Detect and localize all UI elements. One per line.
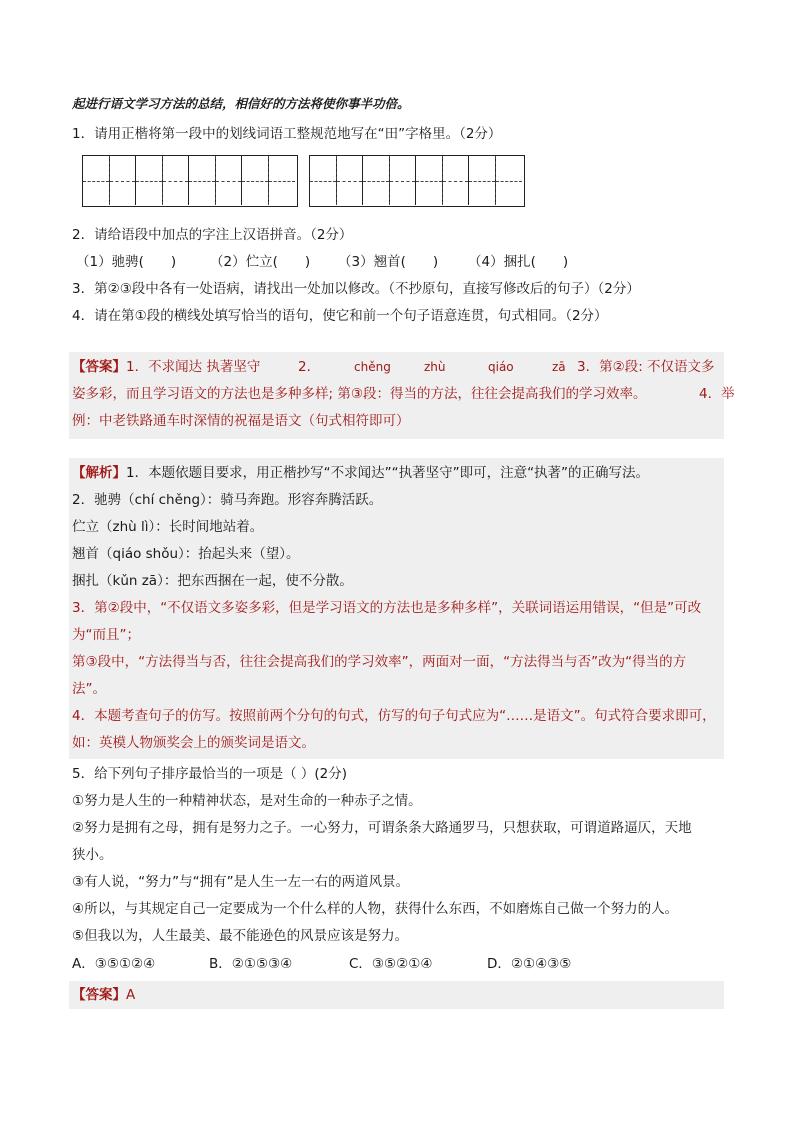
sentence-5: ⑤但我以为，人生最美、最不能逊色的风景应该是努力。 bbox=[72, 928, 409, 944]
q2-item-1: （1）驰骋( ) bbox=[76, 254, 177, 270]
pinyin-2: zhù bbox=[424, 360, 446, 374]
answer-1-line-1 bbox=[72, 357, 732, 377]
intro-text: 起进行语文学习方法的总结，相信好的方法将使你事半功倍。 bbox=[72, 96, 410, 111]
pinyin-4: zā bbox=[552, 360, 566, 374]
analysis-line-1-text: 1．本题依题目要求，用正楷抄写“不求闻达”“执著坚守”即可，注意“执著”的正确写法。 bbox=[126, 465, 650, 481]
answer-1-line-2 bbox=[72, 384, 735, 404]
tianzi-grid-1[interactable] bbox=[82, 155, 298, 207]
option-b[interactable]: B．②①⑤③④ bbox=[209, 956, 293, 972]
analysis-line-8: 第③段中，“方法得当与否，往往会提高我们的学习效率”，两面对一面，“方法得当与否”改为“得当的方 bbox=[72, 654, 687, 670]
answer-1-part-3: 3．第②段: 不仅语文多 bbox=[577, 359, 715, 375]
question-3: 3．第②③段中各有一处语病，请找出一处加以修改。（不抄原句，直接写修改后的句子）（2分） bbox=[72, 281, 640, 297]
analysis-line-4: 翘首（qiáo shǒu）：抬起头来（望）。 bbox=[72, 546, 300, 562]
question-4: 4．请在第①段的横线处填写恰当的语句，使它和前一个句子语意连贯，句式相同。（2分） bbox=[72, 308, 608, 324]
sentence-3: ③有人说，“努力”与“拥有”是人生一左一右的两道风景。 bbox=[72, 874, 410, 890]
answer-1-part-4: 4．举 bbox=[699, 386, 735, 402]
option-c[interactable]: C．③⑤②①④ bbox=[349, 956, 433, 972]
analysis-line-6: 3．第②段中，“不仅语文多姿多彩，但是学习语文的方法也是多种多样”，关联词语运用错误，“但是”可改 bbox=[72, 600, 702, 616]
analysis-line-3: 伫立（zhù lì）：长时间地站着。 bbox=[72, 519, 264, 535]
answer-1-part-1: 1．不求闻达 执著坚守 bbox=[126, 359, 261, 375]
answer-2-tag: 【答案】 bbox=[72, 987, 126, 1003]
analysis-tag: 【解析】 bbox=[72, 465, 126, 481]
answer-block-2 bbox=[69, 981, 724, 1009]
q2-item-4: （4）捆扎( ) bbox=[468, 254, 569, 270]
analysis-line-9: 法”。 bbox=[72, 681, 106, 697]
pinyin-1: chěng bbox=[354, 360, 391, 374]
answer-1-line-3: 例：中老铁路通车时深情的祝福是语文（句式相符即可） bbox=[72, 413, 410, 429]
analysis-line-1 bbox=[72, 463, 649, 483]
sentence-2b: 狭小。 bbox=[72, 847, 113, 863]
q2-item-2: （2）伫立( ) bbox=[210, 254, 311, 270]
question-5-stem: 5．给下列句子排序最恰当的一项是（ ）(2分) bbox=[72, 766, 348, 782]
answer-1-line-2-text: 姿多彩，而且学习语文的方法也是多种多样; 第③段：得当的方法，往往会提高我们的学习效率。 bbox=[72, 386, 647, 402]
answer-tag: 【答案】 bbox=[72, 359, 126, 375]
analysis-line-7: 为“而且”； bbox=[72, 627, 140, 643]
answer-1-part-2-label: 2． bbox=[298, 359, 321, 375]
sentence-4: ④所以，与其规定自己一定要成为一个什么样的人物，获得什么东西，不如磨炼自己做一个努力的人。 bbox=[72, 901, 679, 917]
pinyin-3: qiáo bbox=[488, 360, 514, 374]
option-d[interactable]: D．②①④③⑤ bbox=[487, 956, 572, 972]
answer-2-value: A bbox=[126, 987, 136, 1003]
sentence-2a: ②努力是拥有之母，拥有是努力之子。一心努力，可谓条条大路通罗马，只想获取，可谓道路逼仄，天地 bbox=[72, 820, 692, 836]
analysis-line-5: 捆扎（kǔn zā）：把东西捆在一起，使不分散。 bbox=[72, 573, 353, 589]
sentence-1: ①努力是人生的一种精神状态，是对生命的一种赤子之情。 bbox=[72, 793, 422, 809]
q2-item-3: （3）翘首( ) bbox=[338, 254, 439, 270]
question-2: 2．请给语段中加点的字注上汉语拼音。（2分） bbox=[72, 227, 353, 243]
option-a[interactable]: A．③⑤①②④ bbox=[72, 956, 156, 972]
analysis-line-11: 如：英模人物颁奖会上的颁奖词是语文。 bbox=[72, 735, 315, 751]
answer-2-line bbox=[72, 985, 135, 1005]
tianzi-grid-2[interactable] bbox=[309, 155, 525, 207]
question-1: 1．请用正楷将第一段中的划线词语工整规范地写在“田”字格里。（2分） bbox=[72, 126, 502, 142]
analysis-line-10: 4．本题考查句子的仿写。按照前两个分句的句式，仿写的句子句式应为“……是语文”。句式符合要求即可， bbox=[72, 708, 716, 724]
analysis-line-2: 2．驰骋（chí chěng）：骑马奔跑。形容奔腾活跃。 bbox=[72, 492, 383, 508]
